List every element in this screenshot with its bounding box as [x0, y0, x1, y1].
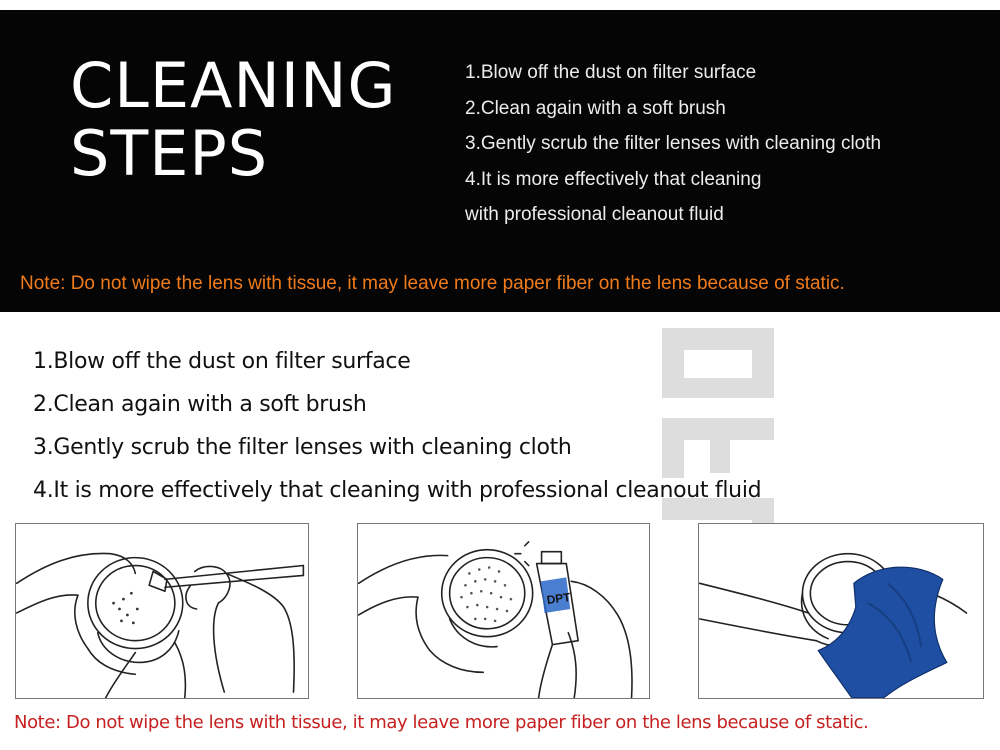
banner-title-line1: CLEANING	[70, 49, 397, 122]
step-item: 2.Clean again with a soft brush	[33, 392, 367, 417]
step-item: 1.Blow off the dust on filter surface	[33, 349, 411, 374]
step-item: 4.It is more effectively that cleaning with professional cleanout fluid	[33, 478, 762, 503]
banner-step: with professional cleanout fluid	[465, 204, 724, 225]
illustration-brush	[15, 523, 309, 699]
banner-step: 1.Blow off the dust on filter surface	[465, 62, 757, 83]
banner-step: 2.Clean again with a soft brush	[465, 97, 726, 119]
brush-illustration	[16, 524, 308, 698]
bottom-note: Note: Do not wipe the lens with tissue, it may leave more paper fiber on the lens because of static.	[14, 712, 869, 733]
banner-note: Note: Do not wipe the lens with tissue, it may leave more paper fiber on the lens because of static.	[20, 273, 845, 294]
banner-steps-list	[465, 55, 881, 233]
illustration-cloth	[698, 523, 984, 699]
banner-title	[70, 49, 397, 190]
steps-list	[33, 340, 761, 512]
banner-step: 4.It is more effectively that cleaning	[465, 168, 762, 190]
step-item: 3.Gently scrub the filter lenses with cleaning cloth	[33, 435, 572, 460]
illustration-spray	[357, 523, 650, 699]
banner-step: 3.Gently scrub the filter lenses with cleaning cloth	[465, 133, 882, 154]
cloth-illustration	[699, 524, 983, 698]
bottle-label: DPT	[545, 589, 572, 608]
spray-illustration	[358, 524, 649, 698]
title-banner	[0, 10, 1000, 312]
banner-title-line2: STEPS	[70, 117, 269, 190]
